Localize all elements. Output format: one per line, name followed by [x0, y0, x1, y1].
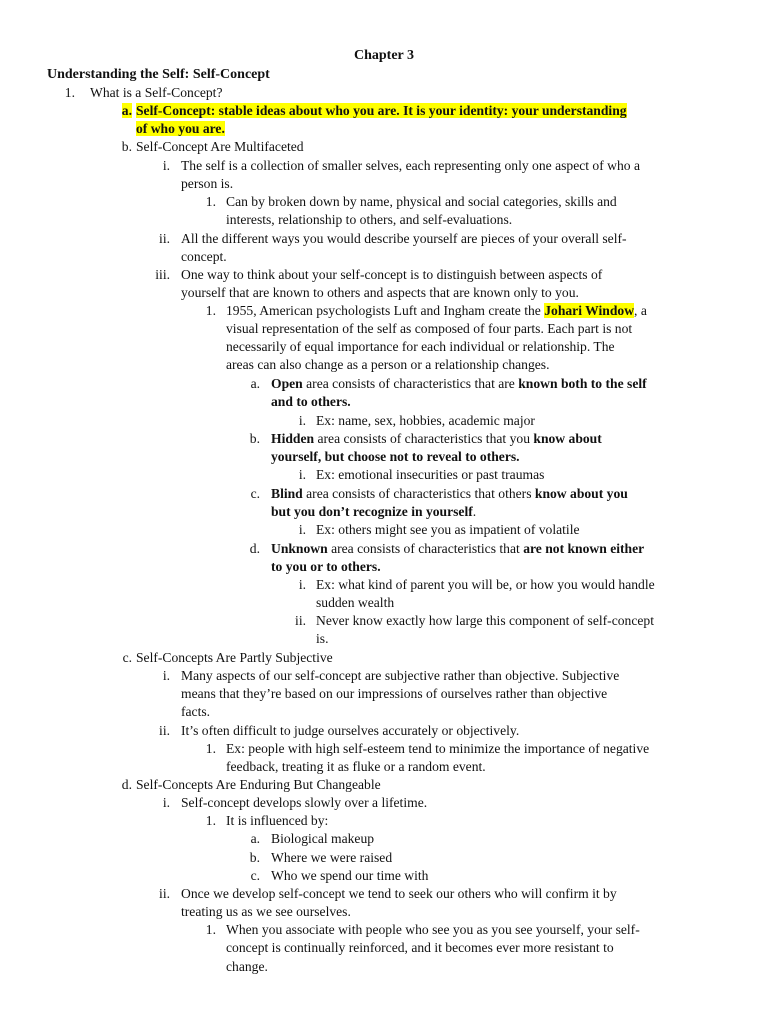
example-text: sudden wealth — [316, 595, 395, 610]
list-item-text: When you associate with people who see you as you see yourself, your self- — [226, 922, 640, 937]
subsection-title: Self-Concepts Are Enduring But Changeable — [136, 777, 381, 792]
list-item-text: All the different ways you would describe yourself are pieces of your overall self- — [181, 231, 627, 246]
list-item-text: Who we spend our time with — [271, 868, 429, 883]
list-marker: ii. — [159, 723, 170, 738]
example-text: is. — [316, 631, 329, 646]
list-marker: b. — [249, 850, 260, 865]
text-span: , a — [634, 303, 647, 318]
text-span: area consists of characteristics that you — [314, 431, 534, 446]
list-marker: i. — [162, 158, 170, 173]
list-item-text: It is influenced by: — [226, 813, 329, 828]
subsection-title: Self-Concept Are Multifaceted — [136, 139, 304, 154]
bold-term: known both to the self — [518, 376, 647, 391]
bold-term: but you don’t recognize in yourself — [271, 504, 473, 519]
list-marker: 1. — [205, 303, 216, 318]
list-item-text: Many aspects of our self-concept are subjective rather than objective. Subjective — [181, 668, 620, 683]
johari-intro-line — [226, 302, 647, 320]
list-marker: 1. — [64, 85, 75, 100]
list-item-text: One way to think about your self-concept is to distinguish between aspects of — [181, 267, 603, 282]
list-marker: i. — [298, 522, 306, 537]
list-item-text: Self-concept develops slowly over a lifetime. — [181, 795, 428, 810]
list-item-text: facts. — [181, 704, 211, 719]
list-item-text: What is a Self-Concept? — [90, 85, 223, 100]
subsection-title: Self-Concepts Are Partly Subjective — [136, 650, 333, 665]
highlighted-definition — [136, 102, 627, 120]
example-text: Ex: emotional insecurities or past traumas — [316, 467, 545, 482]
open-area-item — [271, 375, 647, 393]
list-marker: iii. — [155, 267, 170, 282]
highlighted-definition-cont — [136, 120, 225, 138]
list-item-text: yourself that are known to others and aspects that are known only to you. — [181, 285, 579, 300]
bold-term: Open — [271, 376, 303, 391]
list-marker: i. — [298, 467, 306, 482]
list-marker: d. — [121, 777, 132, 792]
text-span: area consists of characteristics that — [327, 541, 524, 556]
list-marker: c. — [250, 486, 260, 501]
johari-window-highlight: Johari Window — [544, 303, 635, 318]
list-item-text: person is. — [181, 176, 234, 191]
list-item-text: Can by broken down by name, physical and social categories, skills and — [226, 194, 617, 209]
list-item-text: change. — [226, 959, 268, 974]
list-marker: 1. — [205, 813, 216, 828]
list-marker: i. — [162, 668, 170, 683]
highlight-line: Self-Concept: stable ideas about who you are. It is your identity: your understanding — [136, 103, 627, 118]
text-span: area consists of characteristics that others — [302, 486, 535, 501]
list-item-text: to you or to others. — [271, 559, 381, 574]
hidden-area-item — [271, 430, 602, 448]
unknown-area-item — [271, 540, 644, 558]
list-item-text: Biological makeup — [271, 831, 375, 846]
blind-area-item — [271, 485, 628, 503]
list-item-text: Where we were raised — [271, 850, 393, 865]
list-item-text: concept. — [181, 249, 227, 264]
bold-term: know about — [533, 431, 602, 446]
list-marker: c. — [250, 868, 260, 883]
bold-term: know about you — [534, 486, 628, 501]
section-heading: Understanding the Self: Self-Concept — [47, 67, 270, 82]
list-marker: a. — [250, 831, 260, 846]
example-text: Ex: others might see you as impatient of volatile — [316, 522, 580, 537]
text-span: area consists of characteristics that are — [302, 376, 519, 391]
list-marker: a. — [250, 376, 260, 391]
example-text: Ex: name, sex, hobbies, academic major — [316, 413, 535, 428]
list-marker: i. — [298, 413, 306, 428]
example-text: Ex: what kind of parent you will be, or how you would handle — [316, 577, 655, 592]
text-span: . — [472, 504, 477, 519]
list-item-text: and to others. — [271, 394, 351, 409]
list-marker: ii. — [159, 886, 170, 901]
list-marker: 1. — [205, 741, 216, 756]
list-item-text: visual representation of the self as composed of four parts. Each part is not — [226, 321, 633, 336]
list-item-text: Once we develop self-concept we tend to seek our others who will confirm it by — [181, 886, 617, 901]
highlight-line: of who you are. — [136, 121, 225, 136]
list-marker: c. — [122, 650, 132, 665]
list-item-text: It’s often difficult to judge ourselves accurately or objectively. — [181, 723, 520, 738]
blind-area-item-cont — [271, 503, 476, 521]
list-item-text: The self is a collection of smaller selves, each representing only one aspect of who a — [181, 158, 641, 173]
text-span: 1955, American psychologists Luft and Ingham create the — [226, 303, 545, 318]
example-text: Never know exactly how large this component of self-concept — [316, 613, 654, 628]
chapter-title: Chapter 3 — [353, 48, 415, 63]
list-marker: ii. — [159, 231, 170, 246]
example-text: Ex: people with high self-esteem tend to minimize the importance of negative — [226, 741, 650, 756]
list-marker: 1. — [205, 922, 216, 937]
list-item-text: yourself, but choose not to reveal to others. — [271, 449, 520, 464]
list-marker: i. — [298, 577, 306, 592]
list-marker: b. — [249, 431, 260, 446]
list-item-text: means that they’re based on our impressions of ourselves rather than objective — [181, 686, 608, 701]
example-text: feedback, treating it as fluke or a random event. — [226, 759, 486, 774]
list-marker: a. — [121, 103, 132, 118]
list-item-text: necessarily of equal importance for each individual or relationship. The — [226, 339, 615, 354]
list-item-text: areas can also change as a person or a relationship changes. — [226, 357, 550, 372]
bold-term: are not known either — [523, 541, 645, 556]
list-marker: i. — [162, 795, 170, 810]
bold-term: Blind — [271, 486, 303, 501]
list-item-text: treating us as we see ourselves. — [181, 904, 351, 919]
list-item-text: interests, relationship to others, and self-evaluations. — [226, 212, 513, 227]
list-marker: ii. — [295, 613, 306, 628]
bold-term: Unknown — [271, 541, 328, 556]
list-marker: 1. — [205, 194, 216, 209]
bold-term: Hidden — [271, 431, 315, 446]
list-item-text: concept is continually reinforced, and it becomes ever more resistant to — [226, 940, 614, 955]
list-marker: b. — [121, 139, 132, 154]
list-marker: d. — [249, 541, 260, 556]
